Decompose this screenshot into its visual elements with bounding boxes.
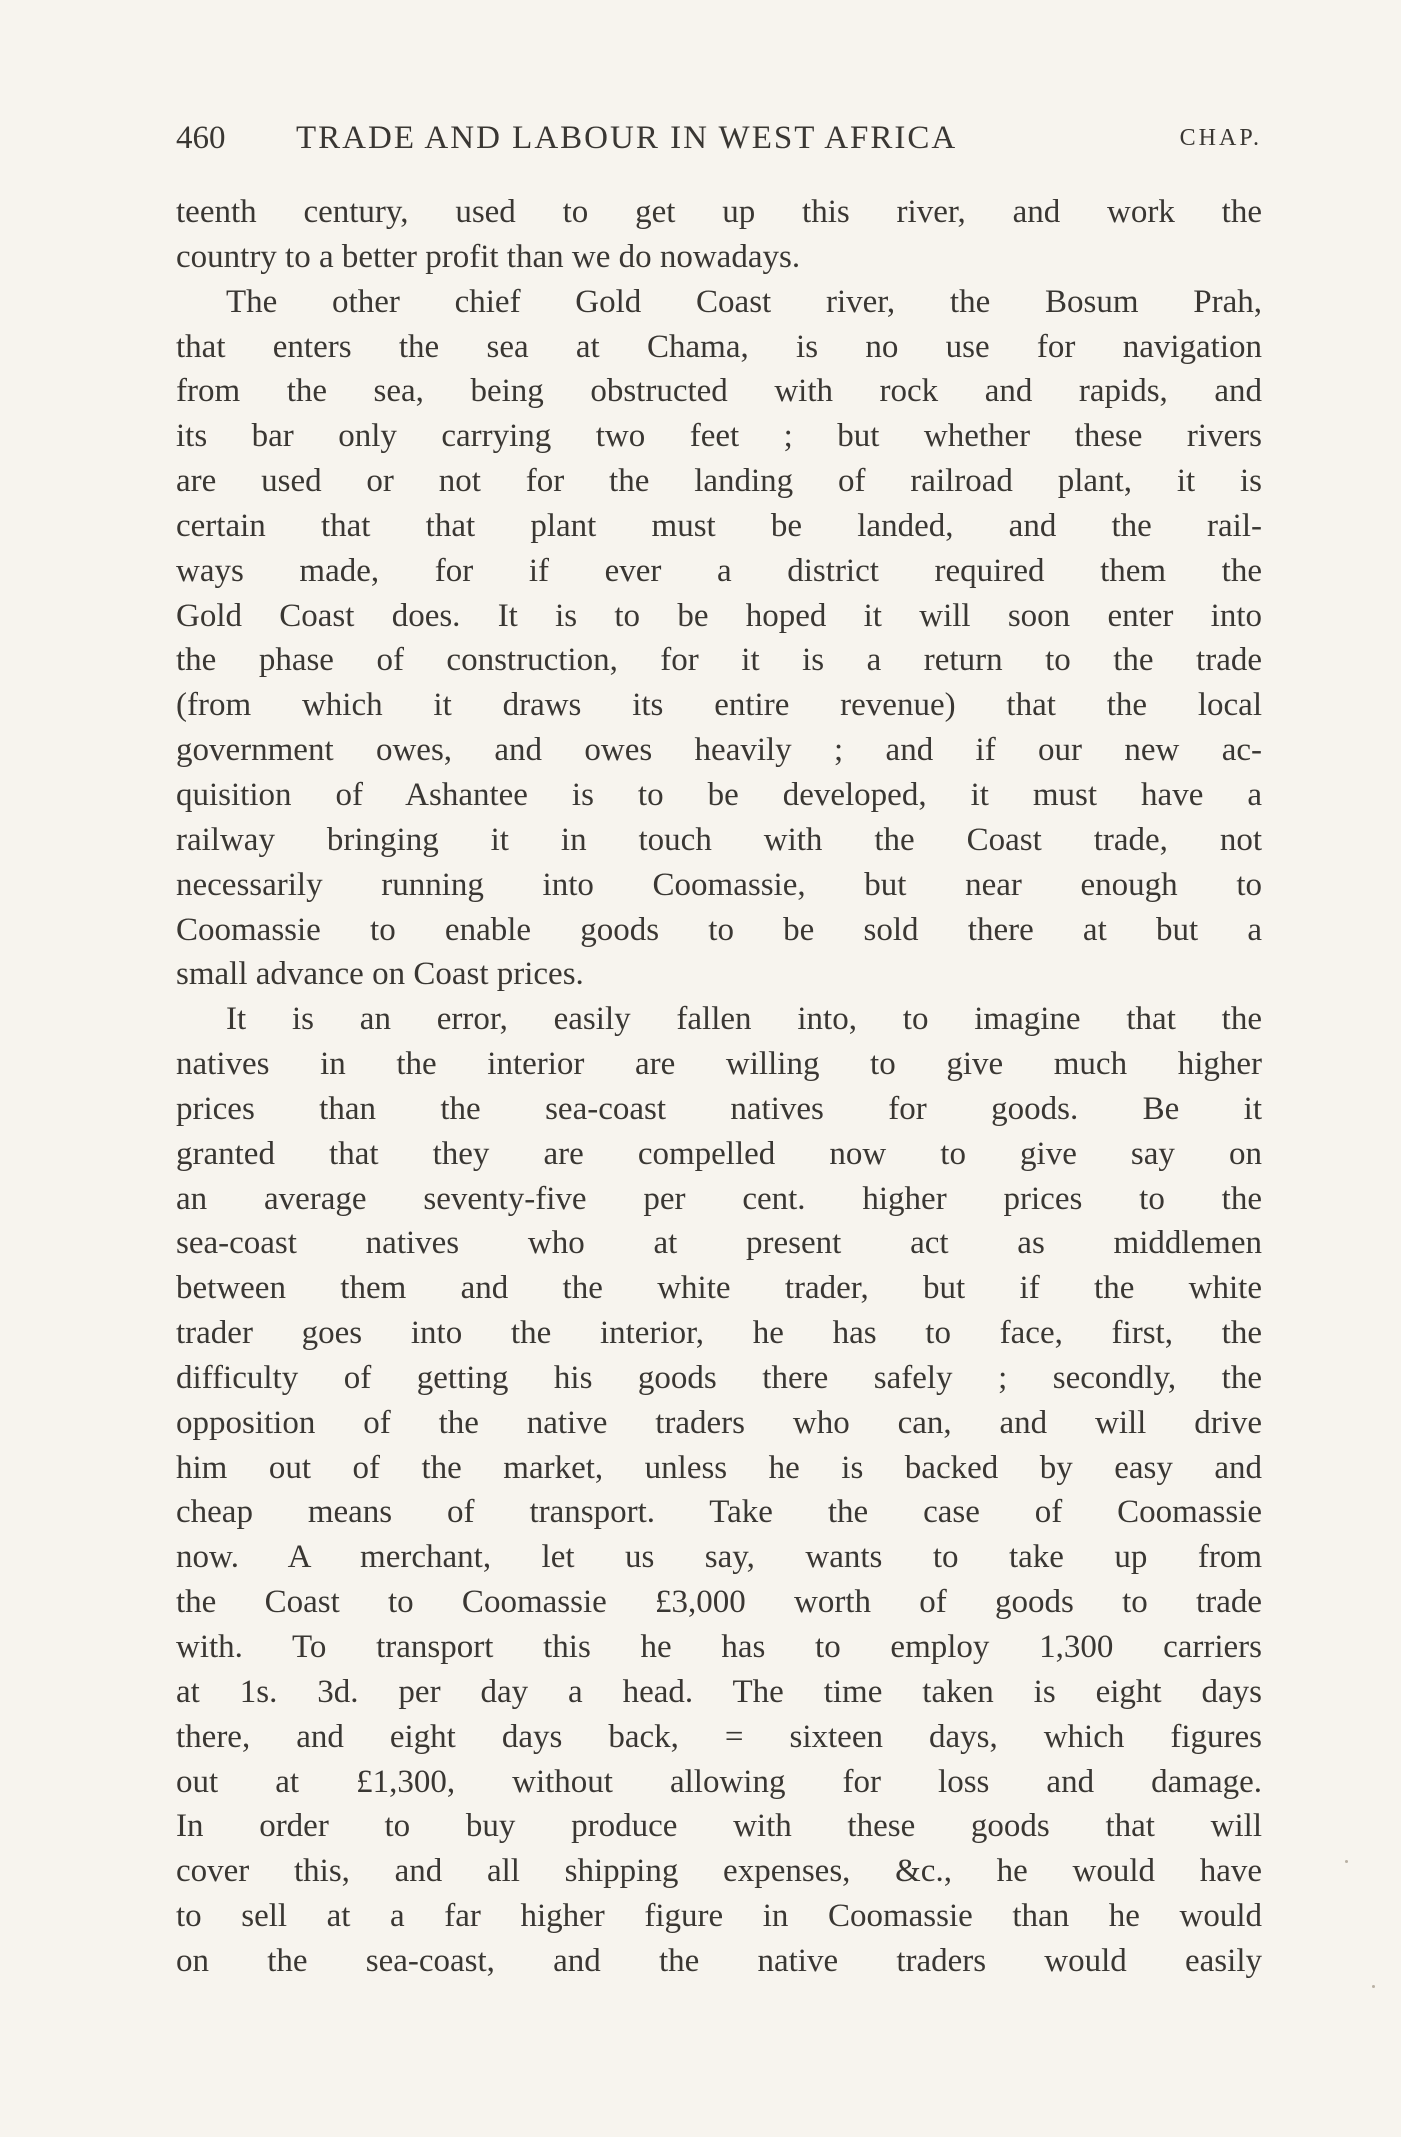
running-title: TRADE AND LABOUR IN WEST AFRICA: [296, 120, 958, 156]
text-line: that enters the sea at Chama, is no use for navigation: [176, 328, 1262, 365]
text-line: small advance on Coast prices.: [176, 956, 584, 993]
text-line: natives in the interior are willing to give much higher: [176, 1046, 1262, 1083]
running-head: [176, 118, 1262, 158]
text-line: necessarily running into Coomassie, but near enough to: [176, 866, 1262, 903]
text-line: now. A merchant, let us say, wants to take up from: [176, 1539, 1262, 1576]
text-line: cover this, and all shipping expenses, &c., he would have: [176, 1853, 1262, 1890]
text-line: an average seventy-five per cent. higher prices to the: [176, 1180, 1262, 1217]
text-line: Coomassie to enable goods to be sold there at but a: [176, 911, 1262, 948]
text-line: with. To transport this he has to employ 1,300 carriers: [176, 1629, 1262, 1665]
text-line: on the sea-coast, and the native traders would easily: [176, 1942, 1262, 1979]
text-line: prices than the sea-coast natives for goods. Be it: [176, 1090, 1262, 1127]
chapter-label: CHAP.: [1179, 125, 1262, 151]
text-line: The other chief Gold Coast river, the Bosum Prah,: [226, 283, 1262, 320]
text-line: its bar only carrying two feet ; but whether these rivers: [176, 418, 1262, 455]
text-line: sea-coast natives who at present act as middlemen: [176, 1225, 1262, 1262]
text-line: from the sea, being obstructed with rock and rapids, and: [176, 373, 1262, 410]
page-number: 460: [176, 120, 226, 156]
text-line: certain that that plant must be landed, and the rail-: [176, 507, 1262, 544]
text-line: the Coast to Coomassie £3,000 worth of goods to trade: [176, 1584, 1262, 1621]
text-line: ways made, for if ever a district required them the: [176, 552, 1262, 589]
paper-speck: [1372, 1985, 1375, 1988]
body-text: [176, 190, 1262, 1984]
text-line: (from which it draws its entire revenue) that the local: [176, 687, 1262, 724]
text-line: granted that they are compelled now to give say on: [176, 1135, 1262, 1172]
text-line: opposition of the native traders who can, and will drive: [176, 1404, 1262, 1441]
text-line: railway bringing it in touch with the Coast trade, not: [176, 821, 1262, 858]
paper-speck: [1345, 1860, 1348, 1863]
text-line: the phase of construction, for it is a return to the trade: [176, 642, 1262, 679]
text-line: at 1s. 3d. per day a head. The time taken is eight days: [176, 1673, 1262, 1710]
text-line: quisition of Ashantee is to be developed, it must have a: [176, 776, 1262, 813]
text-line: to sell at a far higher figure in Coomassie than he would: [176, 1898, 1262, 1935]
text-line: between them and the white trader, but if the white: [176, 1270, 1262, 1307]
text-line: trader goes into the interior, he has to face, first, the: [176, 1315, 1262, 1352]
text-line: It is an error, easily fallen into, to imagine that the: [226, 1001, 1262, 1038]
text-line: In order to buy produce with these goods that will: [176, 1808, 1262, 1845]
text-line: government owes, and owes heavily ; and if our new ac-: [176, 732, 1262, 769]
text-line: difficulty of getting his goods there safely ; secondly, the: [176, 1359, 1262, 1396]
text-line: teenth century, used to get up this river, and work the: [176, 194, 1262, 230]
text-line: out at £1,300, without allowing for loss and damage.: [176, 1763, 1262, 1800]
text-line: Gold Coast does. It is to be hoped it will soon enter into: [176, 597, 1262, 634]
text-line: there, and eight days back, = sixteen days, which figures: [176, 1718, 1262, 1755]
text-line: him out of the market, unless he is backed by easy and: [176, 1449, 1262, 1486]
text-line: cheap means of transport. Take the case of Coomassie: [176, 1494, 1262, 1531]
text-line: country to a better profit than we do nowadays.: [176, 238, 801, 275]
text-line: are used or not for the landing of railroad plant, it is: [176, 463, 1262, 500]
